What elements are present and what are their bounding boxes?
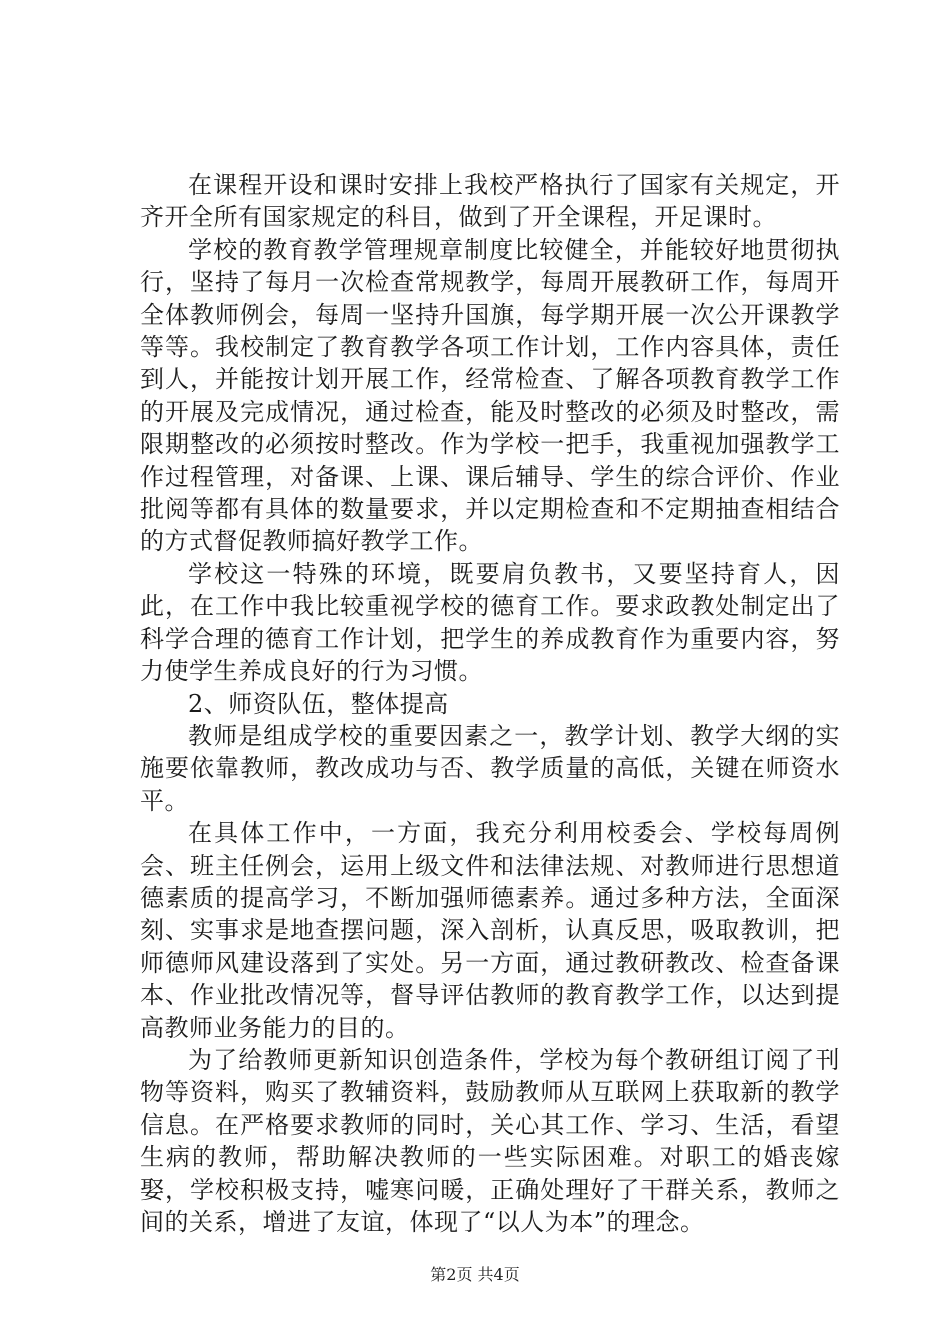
paragraph-moral-education: 学校这一特殊的环境，既要肩负教书，又要坚持育人，因此，在工作中我比较重视学校的德育工作。要求政教处制定出了科学合理的德育工作计划，把学生的养成教育作为重要内容，努力使学生养成良好的行为习惯。 xyxy=(140,559,840,686)
paragraph-course-setup: 在课程开设和课时安排上我校严格执行了国家有关规定，开齐开全所有国家规定的科目，做到了开全课程，开足课时。 xyxy=(140,171,840,232)
document-body xyxy=(140,169,840,1238)
paragraph-teacher-support: 为了给教师更新知识创造条件，学校为每个教研组订阅了刊物等资料，购买了教辅资料，鼓励教师从互联网上获取新的教学信息。在严格要求教师的同时，关心其工作、学习、生活，看望生病的教师，帮助解决教师的一些实际困难。对职工的婚丧嫁娶，学校积极支持，嘘寒问暖，正确处理好了干群关系，教师之间的关系，增进了友谊，体现了“以人为本”的理念。 xyxy=(140,1045,840,1236)
paragraph-teacher-ethics: 在具体工作中，一方面，我充分利用校委会、学校每周例会、班主任例会，运用上级文件和法律法规、对教师进行思想道德素质的提高学习，不断加强师德素养。通过多种方法，全面深刻、实事求是地查摆问题，深入剖析，认真反思，吸取教训，把师德师风建设落到了实处。另一方面，通过教研教改、检查备课本、作业批改情况等，督导评估教师的教育教学工作，以达到提高教师业务能力的目的。 xyxy=(140,819,840,1042)
paragraph-teacher-importance: 教师是组成学校的重要因素之一，教学计划、教学大纲的实施要依靠教师，教改成功与否、教学质量的高低，关键在师资水平。 xyxy=(140,721,840,815)
section-heading-teaching-staff: 2、师资队伍，整体提高 xyxy=(188,689,449,718)
page-number-footer: 第2页 共4页 xyxy=(430,1265,520,1284)
paragraph-management-rules: 学校的教育教学管理规章制度比较健全，并能较好地贯彻执行，坚持了每月一次检查常规教学，每周开展教研工作，每周开全体教师例会，每周一坚持升国旗，每学期开展一次公开课教学等等。我校制定了教育教学各项工作计划，工作内容具体，责任到人，并能按计划开展工作，经常检查、了解各项教育教学工作的开展及完成情况，通过检查，能及时整改的必须及时整改，需限期整改的必须按时整改。作为学校一把手，我重视加强教学工作过程管理，对备课、上课、课后辅导、学生的综合评价、作业批阅等都有具体的数量要求，并以定期检查和不定期抽查相结合的方式督促教师搞好教学工作。 xyxy=(140,235,840,556)
